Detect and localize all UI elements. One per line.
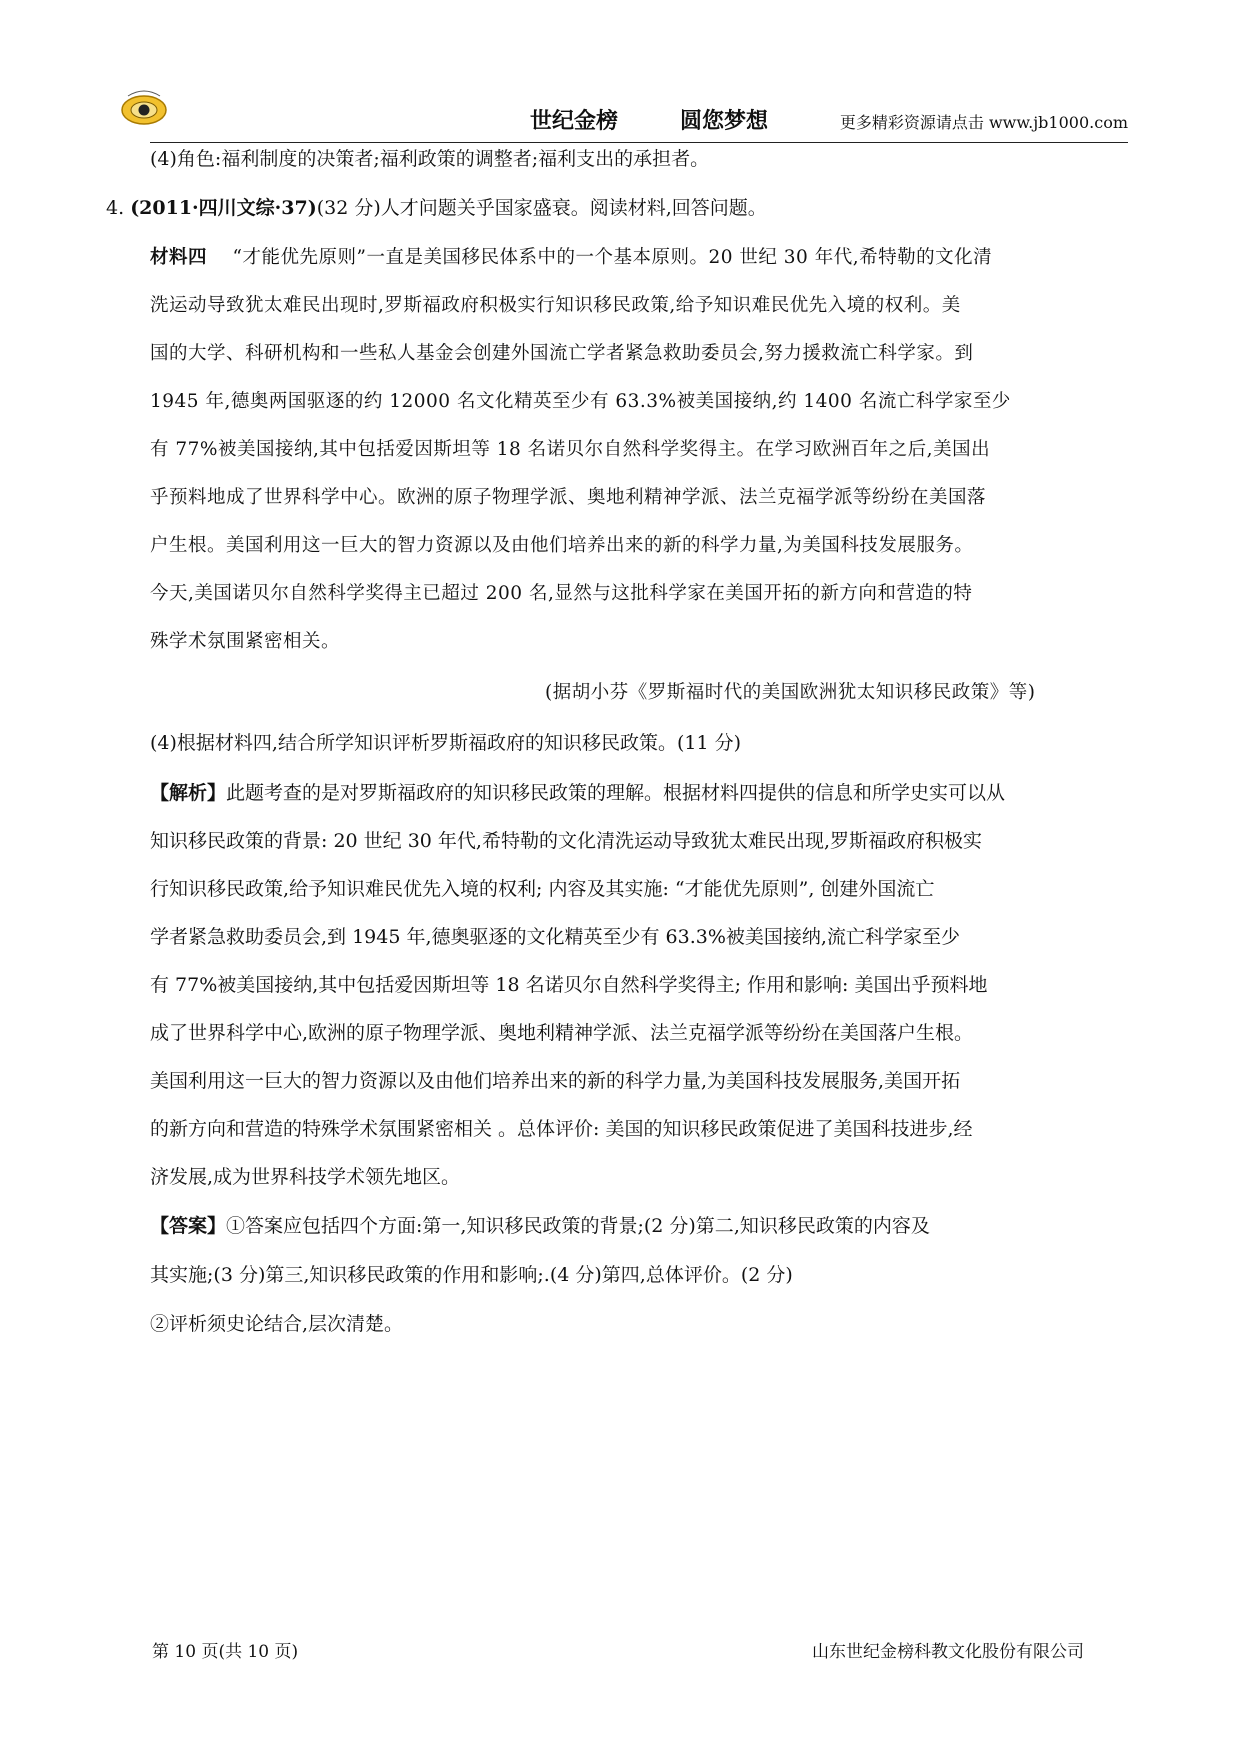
material-label: 材料四 bbox=[150, 247, 208, 268]
header-slogan-1: 世纪金榜 bbox=[530, 109, 619, 134]
analysis-text: 此题考查的是对罗斯福政府的知识移民政策的理解。根据材料四提供的信息和所学史实可以从 bbox=[226, 782, 1006, 804]
material-line: 户生根。美国利用这一巨大的智力资源以及由他们培养出来的新的科学力量,为美国科技发展服务。 bbox=[150, 535, 974, 556]
header-resource-link[interactable]: 更多精彩资源请点击 www.jb1000.com bbox=[839, 113, 1128, 132]
question-number: 4. bbox=[106, 197, 125, 219]
material-line: 1945 年,德奥两国驱逐的约 12000 名文化精英至少有 63.3%被美国接纳,约 1400 名流亡科学家至少 bbox=[150, 391, 1011, 412]
analysis-line bbox=[150, 780, 1005, 806]
page-header bbox=[150, 104, 1128, 143]
material-line: 今天,美国诺贝尔自然科学奖得主已超过 200 名,显然与这批科学家在美国开拓的新方向和营造的特 bbox=[150, 583, 973, 604]
page-number: 第 10 页(共 10 页) bbox=[152, 1642, 299, 1662]
analysis-line: 知识移民政策的背景: 20 世纪 30 年代,希特勒的文化清洗运动导致犹太难民出现,罗斯福政府积极实 bbox=[150, 830, 982, 852]
answer-line bbox=[150, 1213, 930, 1239]
answer-line: ②评析须史论结合,层次清楚。 bbox=[150, 1313, 404, 1335]
material-line bbox=[150, 245, 992, 271]
answer-line: 其实施;(3 分)第三,知识移民政策的作用和影响;.(4 分)第四,总体评价。(2 分) bbox=[150, 1264, 793, 1286]
material-line: 殊学术氛围紧密相关。 bbox=[150, 631, 341, 652]
sub-question: (4)根据材料四,结合所学知识评析罗斯福政府的知识移民政策。(11 分) bbox=[150, 732, 741, 754]
analysis-line: 济发展,成为世界科技学术领先地区。 bbox=[150, 1166, 461, 1188]
analysis-line: 成了世界科学中心,欧洲的原子物理学派、奥地利精神学派、法兰克福学派等纷纷在美国落户生根。 bbox=[150, 1022, 974, 1044]
footer-company: 山东世纪金榜科教文化股份有限公司 bbox=[812, 1642, 1084, 1662]
analysis-line: 的新方向和营造的特殊学术氛围紧密相关 。总体评价: 美国的知识移民政策促进了美国科技进步,经 bbox=[150, 1118, 973, 1140]
analysis-line: 学者紧急救助委员会,到 1945 年,德奥驱逐的文化精英至少有 63.3%被美国接纳,流亡科学家至少 bbox=[150, 926, 960, 948]
analysis-line: 有 77%被美国接纳,其中包括爱因斯坦等 18 名诺贝尔自然科学奖得主; 作用和影响: 美国出乎预料地 bbox=[150, 974, 988, 996]
answer-text: ①答案应包括四个方面:第一,知识移民政策的背景;(2 分)第二,知识移民政策的内容及 bbox=[226, 1215, 930, 1237]
material-text: “才能优先原则”一直是美国移民体系中的一个基本原则。20 世纪 30 年代,希特勒的文化清 bbox=[232, 247, 993, 268]
material-line: 国的大学、科研机构和一些私人基金会创建外国流亡学者紧急救助委员会,努力援救流亡科学家。到 bbox=[150, 343, 974, 364]
material-citation: (据胡小芬《罗斯福时代的美国欧洲犹太知识移民政策》等) bbox=[545, 682, 1036, 703]
question-intro: (32 分)人才问题关乎国家盛衰。阅读材料,回答问题。 bbox=[316, 197, 767, 219]
question-header bbox=[106, 195, 767, 221]
material-line: 有 77%被美国接纳,其中包括爱因斯坦等 18 名诺贝尔自然科学奖得主。在学习欧洲百年之后,美国出 bbox=[150, 439, 991, 460]
text-line: (4)角色:福利制度的决策者;福利政策的调整者;福利支出的承担者。 bbox=[150, 148, 710, 170]
header-slogan-2: 圆您梦想 bbox=[680, 109, 769, 134]
material-line: 洗运动导致犹太难民出现时,罗斯福政府积极实行知识移民政策,给予知识难民优先入境的权利。美 bbox=[150, 295, 961, 316]
question-source: (2011·四川文综·37) bbox=[130, 197, 317, 219]
analysis-label: 【解析】 bbox=[150, 782, 227, 804]
answer-label: 【答案】 bbox=[150, 1215, 227, 1237]
analysis-line: 行知识移民政策,给予知识难民优先入境的权利; 内容及其实施: “才能优先原则”, 创建外国流亡 bbox=[150, 878, 935, 900]
analysis-line: 美国利用这一巨大的智力资源以及由他们培养出来的新的科学力量,为美国科技发展服务,美国开拓 bbox=[150, 1070, 961, 1092]
material-line: 乎预料地成了世界科学中心。欧洲的原子物理学派、奥地利精神学派、法兰克福学派等纷纷在美国落 bbox=[150, 487, 987, 508]
